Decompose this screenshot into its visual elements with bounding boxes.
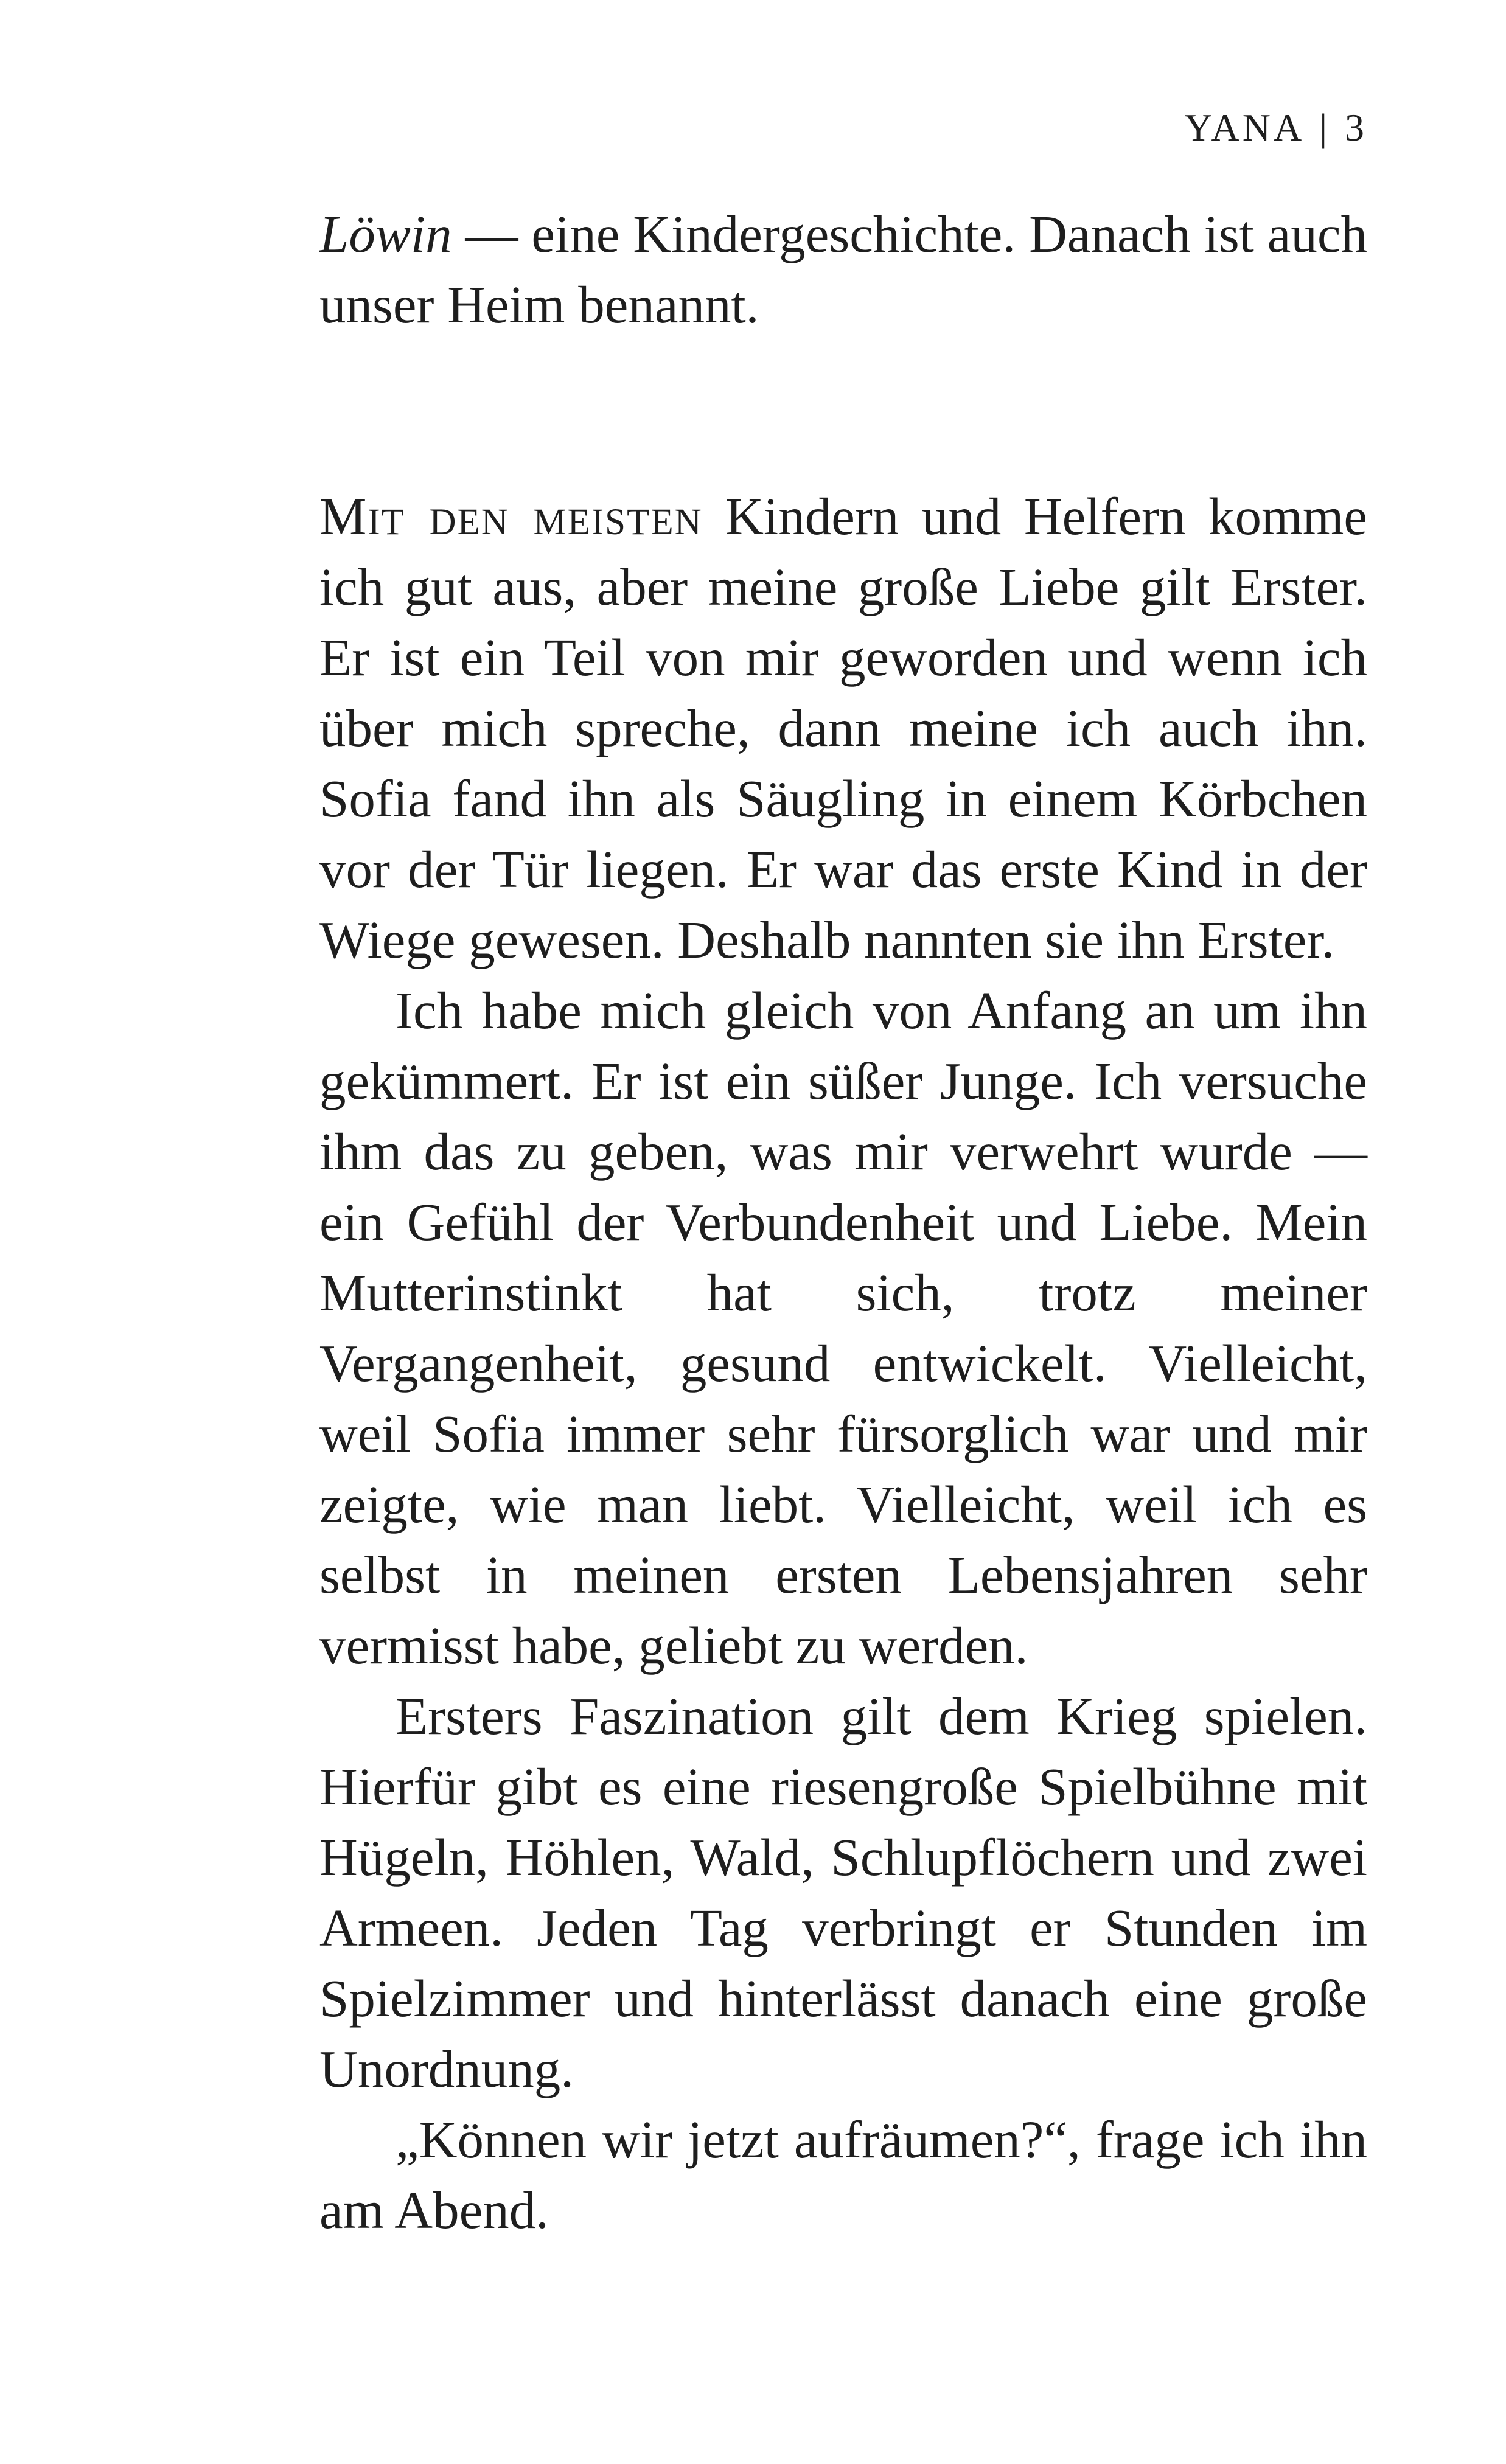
running-title: YANA <box>1184 106 1305 149</box>
section-lead-in: Mit den meisten <box>319 487 703 546</box>
paragraph-3: Ersters Faszination gilt dem Krieg spielen. Hierfür gibt es eine riesengroße Spielbühne mit Hügeln, Höhlen, Wald, Schlupflöchern und zwei Armeen. Jeden Tag verbringt er Stunden im Spielzimmer und hinterlässt danach eine große Unordnung. <box>319 1686 1367 2098</box>
section-one-text <box>319 199 1367 340</box>
page-number: 3 <box>1345 106 1367 149</box>
paragraph-text: — eine Kindergeschichte. Danach ist auch unser Heim benannt. <box>319 204 1367 334</box>
paragraph-2: Ich habe mich gleich von Anfang an um ihn gekümmert. Er ist ein süßer Junge. Ich versuche ihm das zu geben, was mir verwehrt wurde — ein Gefühl der Verbundenheit und Liebe. Mein Mutterinstinkt hat sich, trotz meiner Vergangenheit, gesund entwickelt. Vielleicht, weil Sofia immer sehr fürsorglich war und mir zeigte, wie man liebt. Vielleicht, weil ich es selbst in meinen ersten Lebensjahren sehr vermisst habe, geliebt zu werden. <box>319 981 1367 1675</box>
running-header <box>1184 108 1367 147</box>
section-two-text <box>319 481 1367 2246</box>
paragraph-4: „Können wir jetzt aufräumen?“, frage ich ihn am Abend. <box>319 2110 1367 2240</box>
paragraph-intro-end <box>319 199 1367 340</box>
paragraph-1 <box>319 481 1367 975</box>
italic-story-title: Löwin <box>319 204 452 263</box>
header-separator: | <box>1319 106 1330 149</box>
paragraph-text: Kindern und Helfern komme ich gut aus, aber meine große Liebe gilt Erster. Er ist ein Teil von mir geworden und wenn ich über mich spreche, dann meine ich auch ihn. Sofia fand ihn als Säugling in einem Körbchen vor der Tür liegen. Er war das erste Kind in der Wiege gewesen. Deshalb nannten sie ihn Erster. <box>319 487 1367 969</box>
